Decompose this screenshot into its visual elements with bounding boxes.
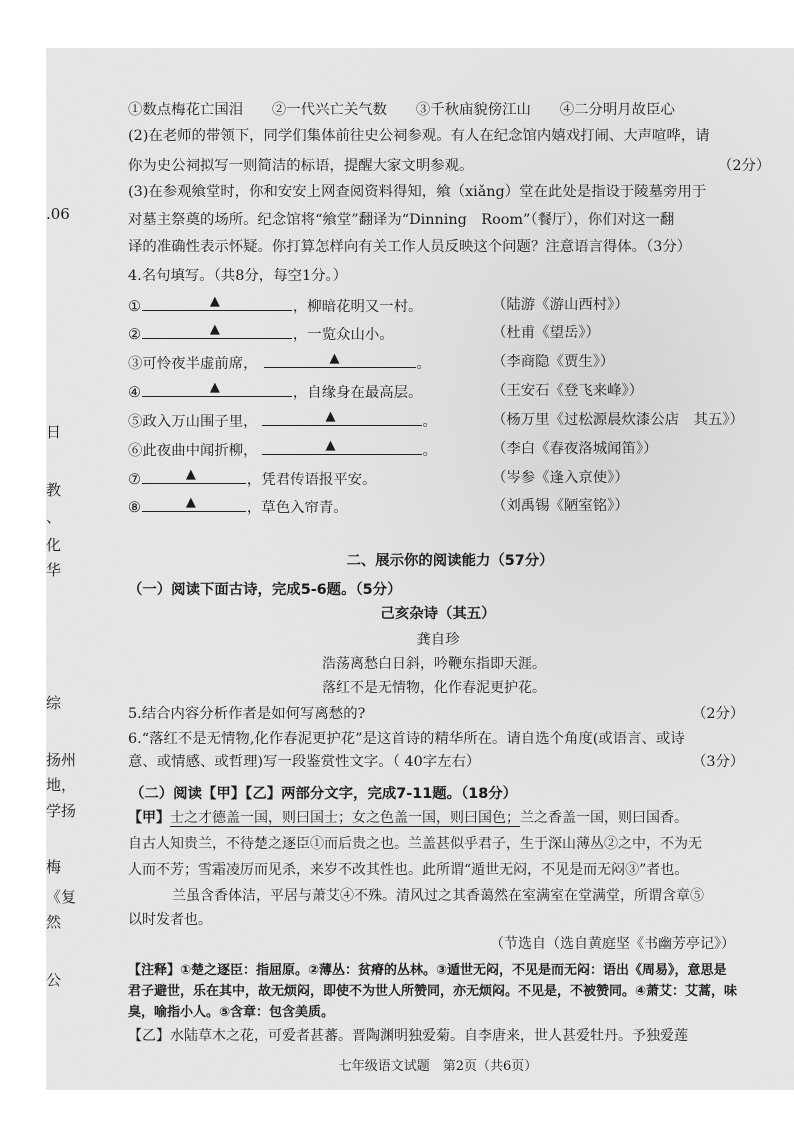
part2-heading: （二）阅读【甲】【乙】两部分文字，完成7-11题。（18分） <box>130 786 518 802</box>
fill-item: ⑥此夜曲中闻折柳， ▲ 。 <box>128 438 437 459</box>
q5-score: （2分） <box>692 706 745 722</box>
margin-fragment: 公 <box>46 971 62 989</box>
fill-source: （王安石《登飞来峰》） <box>492 383 644 399</box>
margin-fragment: 扬州 <box>46 751 77 769</box>
margin-fragment: 《复 <box>46 888 77 906</box>
fill-source: （陆游《游山西村》） <box>492 297 629 313</box>
jia-line1: 【甲】士之才德盖一国，则曰国士；女之色盖一国，则曰国色；兰之香盖一国，则曰国香。 <box>128 810 688 826</box>
yi-line1: 【乙】水陆草木之花，可爱者甚蕃。晋陶渊明独爱菊。自李唐来，世人甚爱牡丹。予独爱莲 <box>128 1028 688 1044</box>
annotation-line: 【注释】①楚之逐臣：指屈原。②薄丛：贫瘠的丛林。③遁世无闷，不见是而无闷：语出《周易》，意思是 <box>128 963 727 978</box>
jia-source: （节选自（选自黄庭坚《书幽芳亭记》） <box>490 936 735 952</box>
q3-2-line1: (2)在老师的带领下，同学们集体前往史公祠参观。有人在纪念馆内嬉戏打闹、大声喧哗，请 <box>128 128 710 144</box>
page-footer: 七年级语文试题 第2页（共6页） <box>338 1059 538 1074</box>
answer-marker: ▲ <box>185 495 196 510</box>
q3-2-line2: 你为史公祠拟写一则简洁的标语，提醒大家文明参观。 <box>128 158 474 174</box>
couplet-options: ①数点梅花亡国泪 ②一代兴亡关气数 ③千秋庙貌傍江山 ④二分明月故臣心 <box>128 102 675 118</box>
jia-line4: 兰虽含香体洁，平居与萧艾④不殊。清风过之其香蔼然在室满室在堂满堂，所谓含章⑤ <box>172 888 704 904</box>
margin-fragment: 学扬 <box>46 802 77 820</box>
margin-fragment: 然 <box>46 913 62 931</box>
fill-source: （岑参《逢入京使》） <box>492 470 629 486</box>
poem-line: 落红不是无情物，化作春泥更护花。 <box>322 680 546 696</box>
fill-item: ② ▲ ，一览众山小。 <box>128 322 394 343</box>
margin-fragment: 化 <box>46 536 62 554</box>
margin-fragment: 华 <box>46 561 62 579</box>
margin-fragment: .06 <box>46 205 70 223</box>
fill-item: ④ ▲ ，自缘身在最高层。 <box>128 380 423 401</box>
answer-marker: ▲ <box>185 467 196 482</box>
jia-line3: 人而不芳；雪霜凌厉而见杀，来岁不改其性也。此所谓“遁世无闷，不见是而无闷③”者也。 <box>128 862 689 878</box>
answer-marker: ▲ <box>325 409 336 424</box>
q6-score: （3分） <box>692 754 745 770</box>
fill-source: （杨万里《过松源晨炊漆公店 其五》） <box>492 412 744 428</box>
answer-marker: ▲ <box>209 294 220 309</box>
fill-source: （杜甫《望岳》） <box>492 325 600 341</box>
fill-item: ⑧ ▲ ，草色入帘青。 <box>128 495 348 516</box>
q6-line1: 6.“落红不是无情物,化作春泥更护花”是这首诗的精华所在。请自选个角度(或语言、或诗 <box>128 731 685 747</box>
margin-fragment: 梅 <box>46 858 62 876</box>
part1-heading: （一）阅读下面古诗，完成5-6题。（5分） <box>128 582 402 598</box>
margin-fragment: 地， <box>46 776 77 794</box>
fill-source: （李商隐《贾生》） <box>492 354 615 370</box>
answer-marker: ▲ <box>325 438 336 453</box>
annotation-line: 臭，喻指小人。⑤含章：包含美质。 <box>128 1005 335 1020</box>
q3-3-line2: 对墓主祭奠的场所。纪念馆将“飨堂”翻译为“Dinning Room”（餐厅），你们对这一翻 <box>128 212 675 228</box>
jia-line5: 以时发者也。 <box>128 912 212 928</box>
poem-title: 己亥杂诗（其五） <box>380 605 496 622</box>
margin-fragment: 教 <box>46 481 62 499</box>
q6-line2: 意、或情感、或哲理)写一段鉴赏性文字。（ 40字左右） <box>128 754 481 770</box>
fill-item: ⑦ ▲ ，凭君传语报平安。 <box>128 467 377 488</box>
answer-marker: ▲ <box>209 322 220 337</box>
annotation-line: 君子避世，乐在其中，故无烦闷，即使不为世人所赞同，亦无烦闷。不见是，不被赞同。④萧艾：艾蒿，味 <box>128 984 738 999</box>
q3-2-score: （2分） <box>718 158 771 174</box>
fill-item: ③可怜夜半虚前席， ▲ 。 <box>128 351 431 372</box>
fill-item: ⑤政入万山围子里， ▲ 。 <box>128 409 437 430</box>
margin-fragment: 日 <box>46 423 62 441</box>
jia-line2: 自古人知贵兰，不待楚之逐臣①而后贵之也。兰盖甚似乎君子，生于深山薄丛②之中，不为无 <box>128 836 702 852</box>
fill-item: ① ▲ ，柳暗花明又一村。 <box>128 294 423 315</box>
margin-fragment: 综 <box>46 694 62 712</box>
q4-title: 4.名句填写。（共8分，每空1分。） <box>128 268 348 284</box>
fill-source: （刘禹锡《陋室铭》） <box>492 498 629 514</box>
q3-3-line3: 译的准确性表示怀疑。你打算怎样向有关工作人员反映这个问题？注意语言得体。（3分） <box>128 239 692 255</box>
section-heading: 二、展示你的阅读能力（57分） <box>346 553 554 569</box>
poem-author: 龚自珍 <box>416 632 460 648</box>
answer-marker: ▲ <box>329 351 340 366</box>
q5: 5.结合内容分析作者是如何写离愁的? <box>128 706 366 722</box>
fill-source: （李白《春夜洛城闻笛》） <box>492 441 658 457</box>
margin-fragment: 、 <box>46 508 62 526</box>
q3-3-line1: (3)在参观飨堂时，你和安安上网查阅资料得知，飨（xiǎng）堂在此处是指设于陵墓旁用于 <box>128 184 707 200</box>
answer-marker: ▲ <box>209 380 220 395</box>
poem-line: 浩荡离愁白日斜，吟鞭东指即天涯。 <box>322 656 546 672</box>
